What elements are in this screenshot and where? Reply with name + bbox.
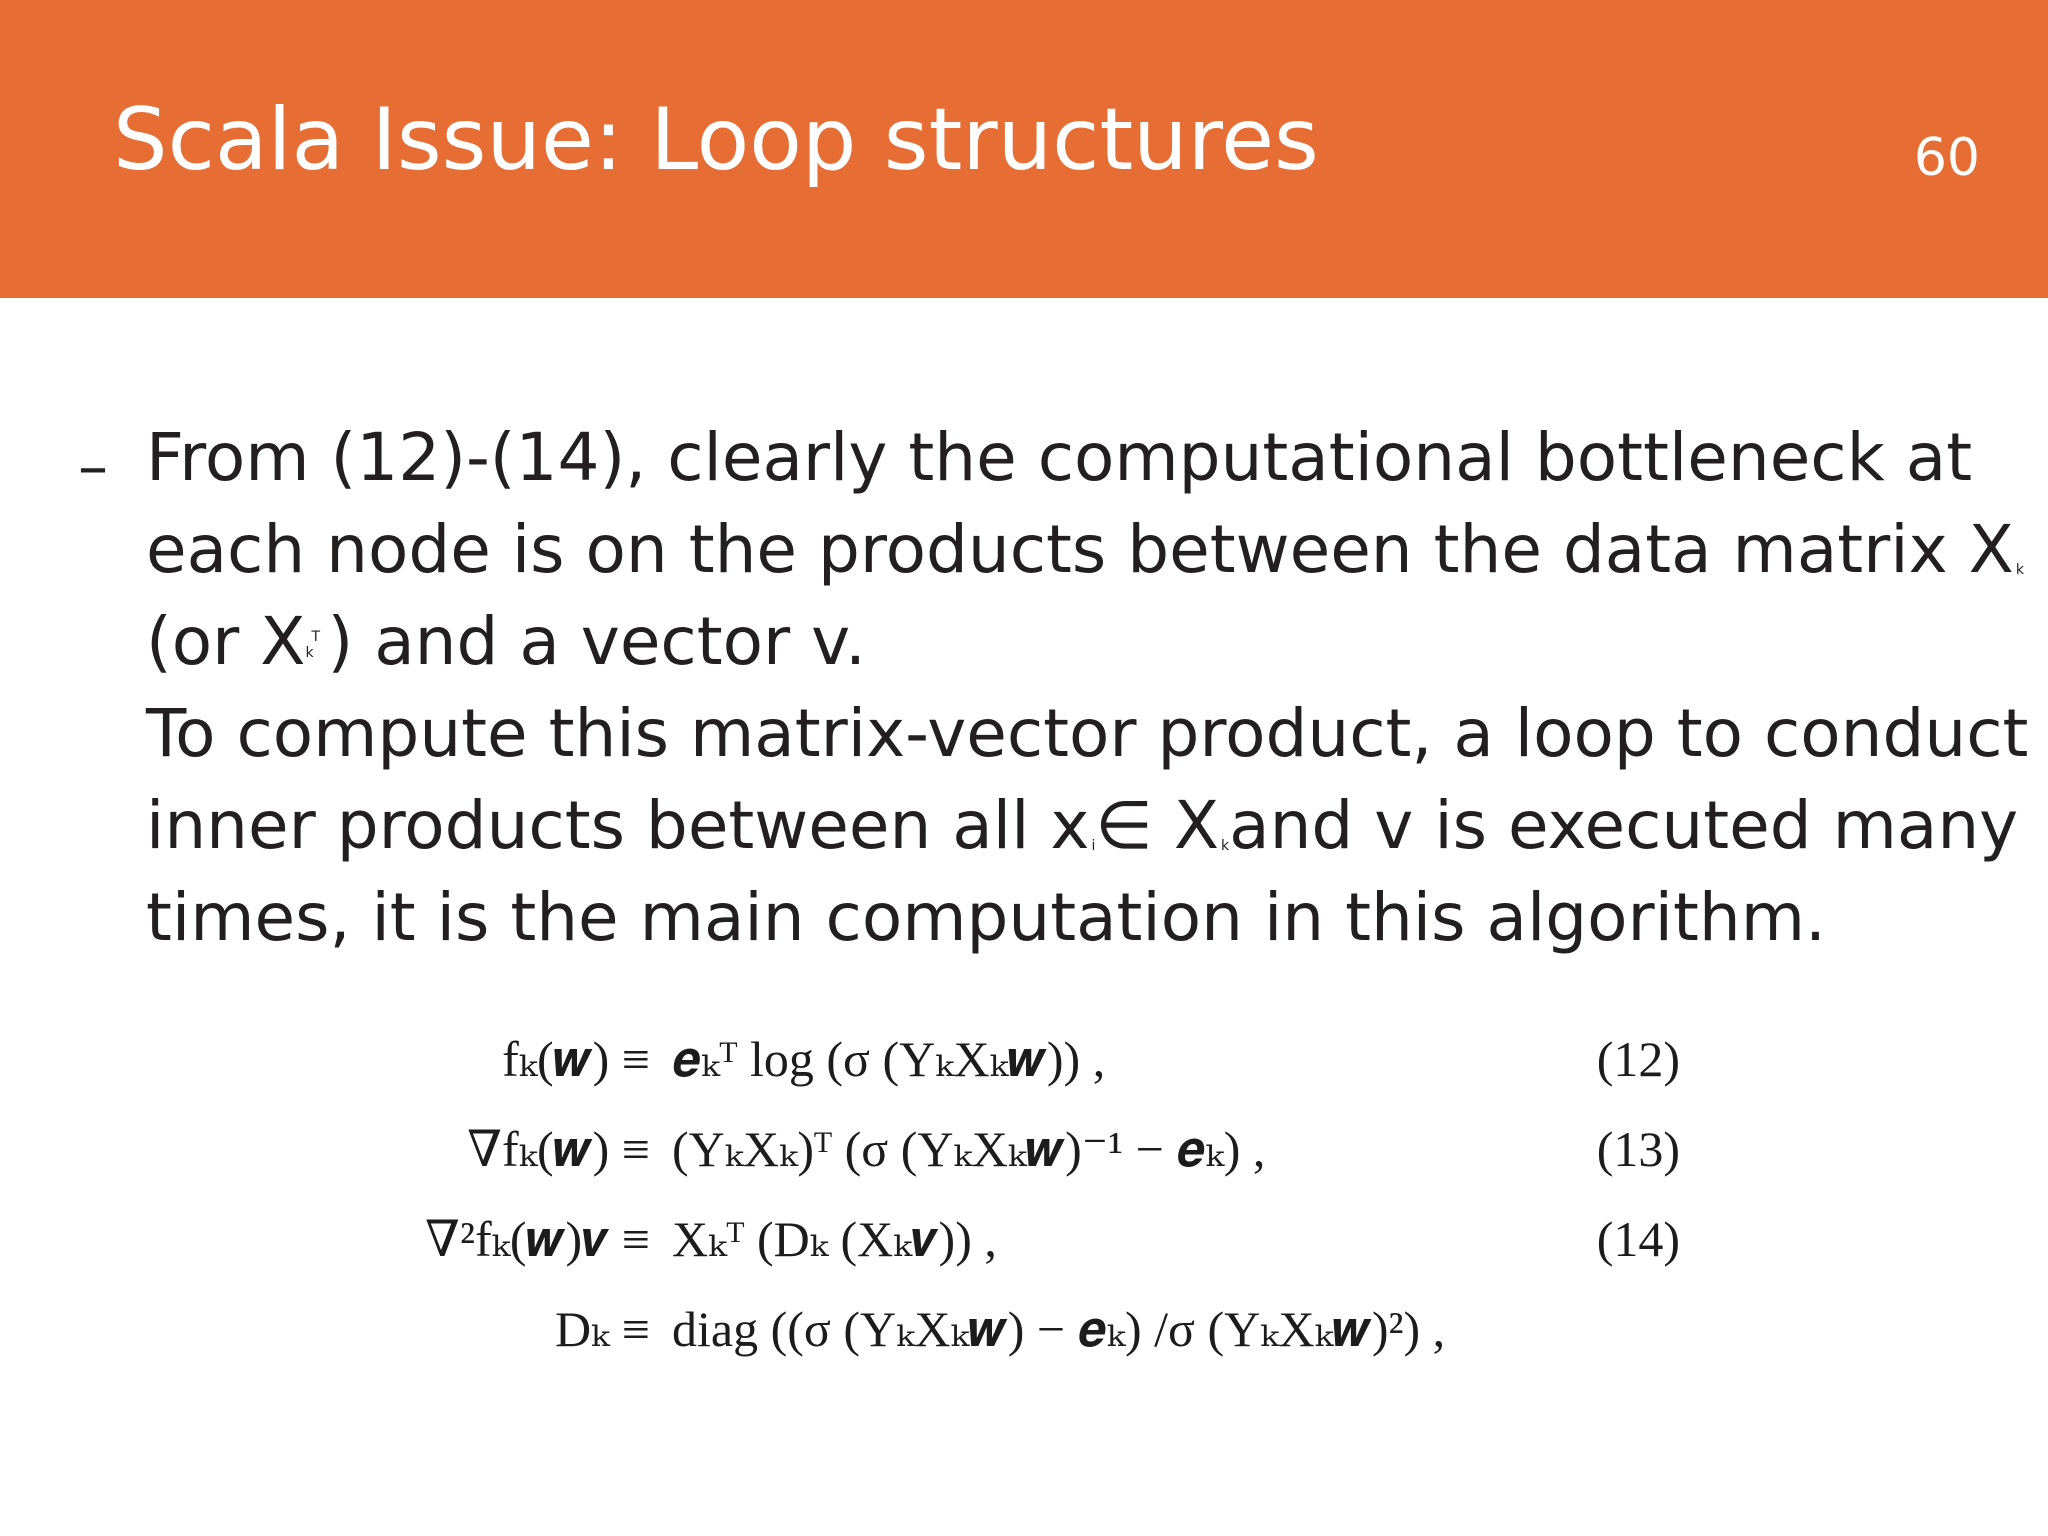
- equation-lhs: Dₖ ≡: [554, 1301, 650, 1357]
- transpose-script: [305, 630, 327, 670]
- bullet-marker: –: [78, 432, 108, 502]
- equation-lhs: fₖ(𝒘) ≡: [502, 1031, 650, 1087]
- bullet-paragraph: [146, 412, 2029, 964]
- subscript-k: k: [305, 645, 314, 661]
- superscript-t: T: [311, 629, 321, 645]
- bullet-line-5-text-a: inner products between all x: [146, 787, 1090, 864]
- equation-12: [390, 1030, 1680, 1110]
- equation-lhs: ∇²fₖ(𝒘)𝒗 ≡: [425, 1211, 650, 1267]
- bullet-line-2-text: each node is on the products between the data matrix X: [146, 511, 2014, 588]
- bullet-line-3-text-a: (or X: [146, 603, 306, 680]
- bullet-line-5: [146, 780, 2026, 872]
- bullet-line-2: [146, 504, 2026, 596]
- equation-number: (12): [1596, 1031, 1680, 1087]
- slide-header: [0, 0, 2048, 298]
- bullet-line-5-text-c: and v is executed many: [1229, 787, 2019, 864]
- bullet-line-5-text-b: ∈ X: [1095, 787, 1220, 864]
- equation-rhs: (YₖXₖ)ᵀ (σ (YₖXₖ𝒘)⁻¹ − 𝒆ₖ) ,: [672, 1121, 1266, 1177]
- page-number: 60: [1913, 128, 1980, 188]
- equation-rhs: 𝒆ₖᵀ log (σ (YₖXₖ𝒘)) ,: [672, 1031, 1106, 1087]
- slide-title: Scala Issue: Loop structures: [113, 90, 1319, 190]
- bullet-line-1: From (12)-(14), clearly the computational bottleneck at: [146, 419, 1973, 496]
- bullet-line-6: times, it is the main computation in this algorithm.: [146, 879, 1827, 956]
- equation-number: (13): [1596, 1121, 1680, 1177]
- equation-14: [390, 1210, 1680, 1290]
- bullet-line-4: To compute this matrix-vector product, a loop to conduct: [146, 695, 2029, 772]
- equation-d-definition: [390, 1300, 1680, 1380]
- subscript-k: k: [1221, 838, 1230, 854]
- equation-13: [390, 1120, 1680, 1200]
- equation-block: [390, 1020, 1680, 1410]
- equation-lhs: ∇fₖ(𝒘) ≡: [467, 1121, 650, 1177]
- bullet-line-3-text-b: ) and a vector v.: [327, 603, 867, 680]
- equation-rhs: Xₖᵀ (Dₖ (Xₖ𝒗)) ,: [672, 1211, 997, 1267]
- equation-rhs: diag ((σ (YₖXₖ𝒘) − 𝒆ₖ) /σ (YₖXₖ𝒘)²) ,: [672, 1301, 1446, 1357]
- subscript-i: i: [1091, 838, 1096, 854]
- subscript-k: k: [2015, 562, 2024, 578]
- bullet-line-3: [146, 596, 2026, 688]
- equation-number: (14): [1596, 1211, 1680, 1267]
